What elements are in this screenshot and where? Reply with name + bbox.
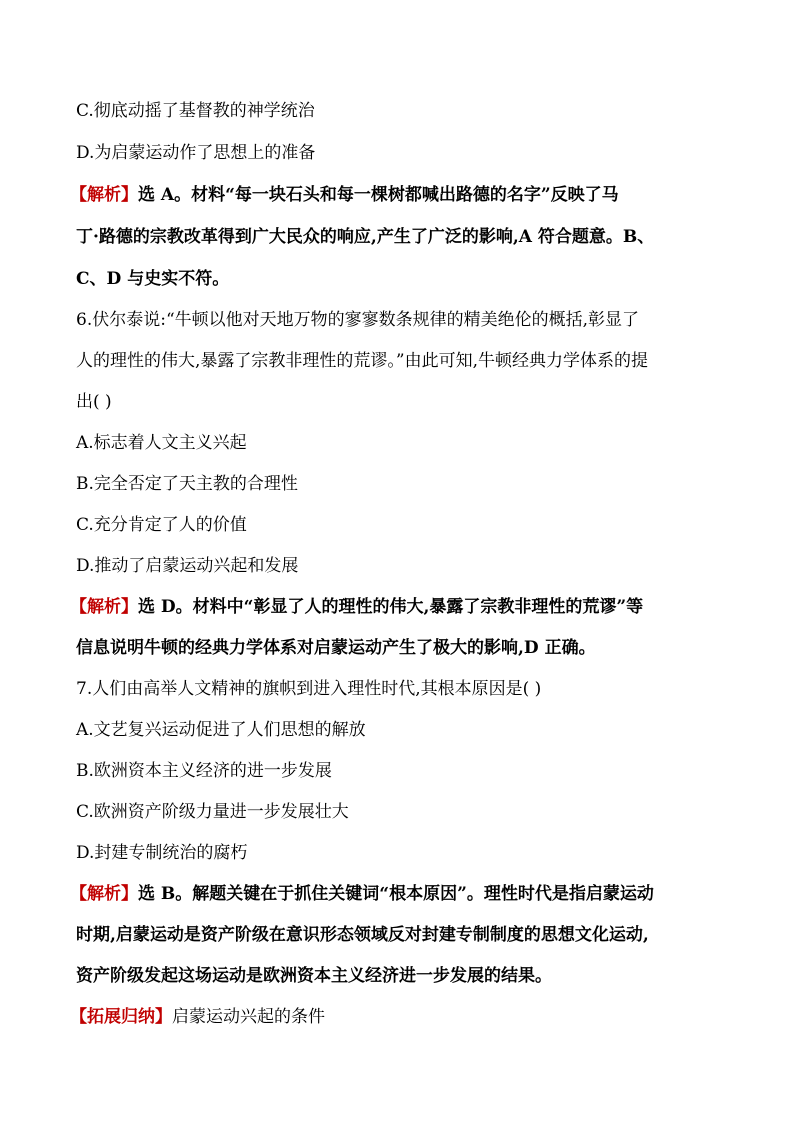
q7-option-b (76, 751, 726, 792)
q6-stem-text-3: 出( ) (76, 392, 112, 412)
q7-analysis (70, 874, 726, 997)
q6-option-a (76, 423, 726, 464)
q6-analysis-line-2 (76, 628, 726, 669)
q7-analysis-line-2 (76, 915, 726, 956)
q5-option-c (76, 100, 726, 123)
extension-text: 启蒙运动兴起的条件 (172, 1007, 325, 1027)
q5-analysis-text-1: 选 A。材料“每一块石头和每一棵树都喊出路德的名字”反映了马 (138, 185, 619, 205)
analysis-tag: 【解析】 (70, 597, 138, 617)
q6-option-b (76, 464, 726, 505)
q6-stem-line-2 (76, 341, 726, 382)
q6-option-d (76, 546, 726, 587)
q7-option-a (76, 710, 726, 751)
q6-stem-line-1 (76, 300, 726, 341)
q7-stem-text-1: 7.人们由高举人文精神的旗帜到进入理性时代,其根本原因是( ) (76, 679, 542, 699)
extension-summary (70, 997, 726, 1038)
q6-stem-line-3 (76, 382, 726, 423)
q7-option-c (76, 792, 726, 833)
q6-option-c-text: C.充分肯定了人的价值 (76, 515, 247, 535)
q5-analysis-line-2 (76, 217, 726, 258)
q6-option-a-text: A.标志着人文主义兴起 (76, 433, 247, 453)
q7-analysis-text-2: 时期,启蒙运动是资产阶级在意识形态领域反对封建专制制度的思想文化运动, (76, 925, 649, 945)
document-page (70, 100, 726, 1038)
q7-analysis-line-1 (70, 874, 726, 915)
q6-stem-text-1: 6.伏尔泰说:“牛顿以他对天地万物的寥寥数条规律的精美绝伦的概括,彰显了 (76, 310, 640, 330)
analysis-tag: 【解析】 (70, 884, 138, 904)
q7-analysis-text-3: 资产阶级发起这场运动是欧洲资本主义经济进一步发展的结果。 (76, 966, 552, 986)
q7-option-d-text: D.封建专制统治的腐朽 (76, 843, 248, 863)
q5-analysis-text-2: 丁·路德的宗教改革得到广大民众的响应,产生了广泛的影响,A 符合题意。B、 (76, 227, 655, 247)
q5-option-d (76, 142, 726, 165)
q6-stem-text-2: 人的理性的伟大,暴露了宗教非理性的荒谬。”由此可知,牛顿经典力学体系的提 (76, 351, 648, 371)
extension-line (70, 997, 726, 1038)
question-7 (76, 669, 726, 874)
q6-option-c (76, 505, 726, 546)
question-6 (76, 300, 726, 587)
q6-option-d-text: D.推动了启蒙运动兴起和发展 (76, 556, 299, 576)
q7-analysis-text-1: 选 B。解题关键在于抓住关键词“根本原因”。理性时代是指启蒙运动 (138, 884, 654, 904)
q6-analysis-line-1 (70, 587, 726, 628)
q7-option-a-text: A.文艺复兴运动促进了人们思想的解放 (76, 720, 366, 740)
q5-option-d-text: D.为启蒙运动作了思想上的准备 (76, 143, 316, 163)
q5-option-c-text: C.彻底动摇了基督教的神学统治 (76, 101, 315, 121)
q7-stem-line-1 (76, 669, 726, 710)
q5-analysis-line-3 (76, 259, 726, 300)
q6-analysis-text-1: 选 D。材料中“彰显了人的理性的伟大,暴露了宗教非理性的荒谬”等 (138, 597, 644, 617)
analysis-tag: 【解析】 (70, 185, 138, 205)
q7-analysis-line-3 (76, 956, 726, 997)
q6-option-b-text: B.完全否定了天主教的合理性 (76, 474, 298, 494)
q5-analysis-text-3: C、D 与史实不符。 (76, 269, 230, 289)
q6-analysis-text-2: 信息说明牛顿的经典力学体系对启蒙运动产生了极大的影响,D 正确。 (76, 638, 596, 658)
q7-option-c-text: C.欧洲资产阶级力量进一步发展壮大 (76, 802, 349, 822)
q7-option-d (76, 833, 726, 874)
q5-analysis-line-1 (70, 175, 726, 216)
q6-analysis (70, 587, 726, 669)
q7-option-b-text: B.欧洲资本主义经济的进一步发展 (76, 761, 332, 781)
q5-analysis (70, 175, 726, 300)
extension-tag: 【拓展归纳】 (70, 1007, 172, 1027)
